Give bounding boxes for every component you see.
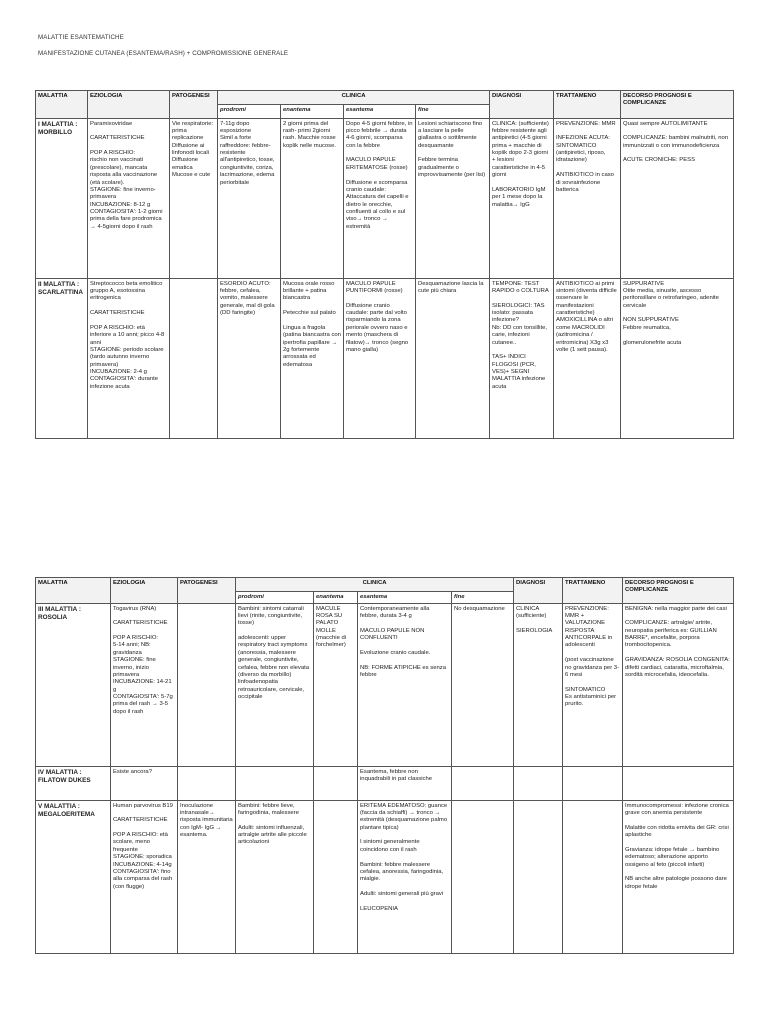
cell-text: Vie respiratorie: prima replicazione Diffusione ai linfonodi locali Diffusione ematica Mucose e cute (172, 120, 214, 179)
cell-patogenesi (178, 801, 236, 954)
cell-text: MACULE ROSA SU PALATO MOLLE (macchie di forchelmer) (316, 605, 347, 649)
cell-text: CLINICA: (sufficiente) febbre resistente agli antipiretici (4-5 giorni prima + macchie di koplik dopo 2-3 giorni + lesioni caratteristiche in 4-5 giorni LABORATORIO IgM per 1 mese dopo la malattia→ IgG (492, 120, 549, 208)
cell-text: PREVENZIONE: MMR + VALUTAZIONE RISPOSTA ANTICORPALE in adolescenti (post vaccinazione no gravidanza per 3-6 mesi SINTOMATICO Es antistaminici per prurito. (565, 605, 620, 708)
cell-text: III MALATTIA : ROSOLIA (38, 605, 81, 621)
cell-diagnosi (490, 119, 554, 279)
cell-enantema (314, 767, 358, 801)
header-patogenesi: PATOGENESI (178, 578, 236, 604)
cell-fine (452, 801, 514, 954)
subheader-fine: fine (452, 592, 514, 604)
header-patogenesi: PATOGENESI (170, 91, 218, 119)
header-decorso: DECORSO PROGNOSI E COMPLICANZE (621, 91, 734, 119)
cell-malattia (36, 119, 88, 279)
cell-text: Paramixoviridae CARATTERISTICHE POP A RISCHIO: rischio non vaccinati (prescolare), mancata risposta alla vaccinazione (età scolare). STAGIONE: fine inverno- primavera INCUBAZIONE: 8-12 g CONTAGIOSITA': 1-2 giorni prima della fare prodromica → 4-5giorni dopo il rash (90, 120, 163, 230)
cell-decorso (621, 119, 734, 279)
cell-text: PREVENZIONE: MMR INFEZIONE ACUTA: SINTOMATICO (antipiretici, riposo, idratazione) ANTIBIOTICO in caso di sovrainfezione batterica (556, 120, 616, 193)
cell-enantema (281, 119, 344, 279)
cell-trattamento (563, 767, 623, 801)
cell-prodromi (236, 604, 314, 767)
cell-prodromi (236, 801, 314, 954)
cell-trattamento (554, 279, 621, 439)
cell-text: MACULO PAPULE PUNTIFORMI (rosse) Diffusione cranio caudale: parte dal volto risparmiando la zona periorale ovvero naso e mento (maschera di filatow)→ tronco (segno mano gialla) (346, 280, 409, 353)
cell-malattia (36, 604, 111, 767)
cell-enantema (281, 279, 344, 439)
header-malattia: MALATTIA (36, 91, 88, 119)
table-row (36, 119, 734, 279)
header-diagnosi: DIAGNOSI (490, 91, 554, 119)
cell-fine (416, 279, 490, 439)
cell-enantema (314, 604, 358, 767)
cell-diagnosi (514, 604, 563, 767)
disease-table-2 (35, 577, 734, 954)
table-row (36, 801, 734, 954)
cell-text: I MALATTIA : MORBILLO (38, 120, 78, 136)
cell-trattamento (563, 604, 623, 767)
cell-text: II MALATTIA : SCARLATTINA (38, 280, 83, 296)
cell-diagnosi (514, 801, 563, 954)
header-malattia: MALATTIA (36, 578, 111, 604)
cell-malattia (36, 279, 88, 439)
header-eziologia: EZIOLOGIA (88, 91, 170, 119)
cell-esantema (358, 801, 452, 954)
cell-text: SUPPURATIVE Otite media, sinusite, ascesso peritonsillare o retrofaringeo, adenite cervicale NON SUPPURATIVE Febbre reumatica, glomerulonefrite acuta (623, 280, 719, 346)
cell-patogenesi (170, 279, 218, 439)
cell-text: Togavirus (RNA) CARATTERISTICHE POP A RISCHIO: 5-14 anni; NB: gravidanza STAGIONE: fine inverno, inizio primavera INCUBAZIONE: 14-21 g CONTAGIOSITA': 5-7g prima del rash → 3-5 dopo il rash (113, 605, 173, 715)
cell-text: Bambini: febbre lieve, faringodinia, malessere Adulti: sintomi influenzali, artralgie artrite alle piccole articolazioni (238, 802, 307, 846)
cell-text: V MALATTIA : MEGALOERITEMA (38, 802, 95, 818)
cell-prodromi (218, 119, 281, 279)
cell-text: Human parvovirus B19 CARATTERISTICHE POP A RISCHIO: età scolare, meno frequente STAGIONE: sporadica INCUBAZIONE: 4-14g CONTAGIOSITA': fino alla comparsa del rash (con flugge) (113, 802, 173, 890)
cell-decorso (623, 604, 734, 767)
cell-text: Bambini: sintomi catarrali lievi (rinite, congiuntivite, tosse) adolescenti: upper respiratory tract symptoms (anoressia, malessere generale, congiuntivite, cefalea, febbre non elevata (diverso da morbillo) linfoadenopatia retroauricolare, cervicale, occipitale (238, 605, 310, 700)
cell-text: Contemporaneamente alla febbre, durata 3-4 g MACULO PAPULE NON CONFLUENTI Evoluzione cranio caudale. NB: FORME ATIPICHE es senza febbre (360, 605, 446, 678)
header-diagnosi: DIAGNOSI (514, 578, 563, 604)
cell-text: Streptococco beta emolitico gruppo A, esotossina eritrogenica CARATTERISTICHE POP A RISCHIO: età inferiore a 10 anni; picco 4-8 anni STAGIONE: periodo scolare (tardo autunno inverno primavera) INCUBAZIONE: 2-4 g CONTAGIOSITA': durante infezione acuta (90, 280, 165, 390)
disease-table-1 (35, 90, 734, 439)
cell-text: 7-11g dopo esposizione Simil a forte raffreddore: febbre- resistente all'antipiretico, tosse, congiuntivite, coriza, lacrimazione, edema periorbitale (220, 120, 275, 186)
cell-eziologia (111, 801, 178, 954)
cell-text: CLINICA (sufficiente) SIEROLOGIA (516, 605, 553, 634)
cell-decorso (623, 801, 734, 954)
header-eziologia: EZIOLOGIA (111, 578, 178, 604)
table-row (36, 604, 734, 767)
cell-patogenesi (178, 604, 236, 767)
table-row (36, 279, 734, 439)
cell-prodromi (236, 767, 314, 801)
cell-eziologia (111, 604, 178, 767)
cell-prodromi (218, 279, 281, 439)
cell-text: Desquamazione lascia la cute più chiara (418, 280, 484, 294)
cell-fine (416, 119, 490, 279)
subheader-enantema: enantema (281, 105, 344, 119)
cell-text: Lesioni schiariscono fino a lasciare la pelle giallastra o sottilmente desquamante Febbre termina gradualmente o improvvisamente (per lisi) (418, 120, 486, 179)
cell-fine (452, 767, 514, 801)
subheader-fine: fine (416, 105, 490, 119)
cell-fine (452, 604, 514, 767)
cell-patogenesi (170, 119, 218, 279)
cell-text: BENIGNA: nella maggior parte dei casi COMPLICANZE: artralgie/ artrite, neuropatia periferica es: GUILLIAN BARRE*, encefalite, porpora trombocitopenica. GRAVIDANZA: ROSOLIA CONGENITA: difetti cardiaci, cataratta, microftalmia, sordità microcefalia, ideocefalia. (625, 605, 730, 678)
cell-trattamento (554, 119, 621, 279)
cell-text: Immunocompromessi: infezione cronica grave con anemia persistente Malattie con ridotta emivita dei GR: crisi aplastiche Gravianza: idrope fetale → bambino edematoso; alterazione apporto ossigeno al feto (piccoli infarti) NB anche altre patologie possono dare idrope fetale (625, 802, 729, 890)
cell-esantema (358, 604, 452, 767)
cell-diagnosi (490, 279, 554, 439)
table-row (36, 767, 734, 801)
cell-esantema (344, 119, 416, 279)
header-clinica: CLINICA (236, 578, 514, 592)
cell-text: ERITEMA EDEMATOSO: guance (faccia da schiaffi) → tronco → estremità (desquamazione palmo plantare tipica) I sintomi generalmente coincidono con il rash Bambini: febbre malessere cefalea, anoressia, faringodinia, mialgie. Adulti: sintomi generali più gravi LEUCOPENIA (360, 802, 448, 912)
cell-esantema (358, 767, 452, 801)
document-subtitle: MANIFESTAZIONE CUTANEA (ESANTEMA/RASH) + COMPROMISSIONE GENERALE (38, 50, 289, 57)
header-decorso: DECORSO PROGNOSI E COMPLICANZE (623, 578, 734, 604)
cell-text: Mucosa orale rosso brillante + patina biancastra Petecchie sul palato Lingua a fragola (patina biancastra con ipertrofia papillare → 2g fortemente arrossata ed edematosa (283, 280, 341, 368)
cell-text: 2 giorni prima del rash- primi 2giorni rash. Macchie rosse koplik nelle mucose. (283, 120, 337, 149)
cell-text: Esiste ancora? (113, 768, 152, 775)
cell-decorso (623, 767, 734, 801)
subheader-prodromi: prodromi (236, 592, 314, 604)
cell-text: Inoculazione intranasale→ risposta immunitaria con IgM- IgG → esantema. (180, 802, 233, 838)
document-title: MALATTIE ESANTEMATICHE (38, 34, 124, 41)
subheader-esantema: esantema (344, 105, 416, 119)
cell-text: Esantema, febbre non inquadrabili in pat classiche (360, 768, 433, 782)
cell-text: No desquamazione (454, 605, 505, 612)
subheader-esantema: esantema (358, 592, 452, 604)
subheader-enantema: enantema (314, 592, 358, 604)
cell-text: TEMPONE: TEST RAPIDO o COLTURA SIEROLOGICI: TAS isolato: passata infezione? Nb: DD con tonsillite, carie, infezioni cutanee.. TAS+ INDICI FLOGOSI (PCR, VES)+ SEGNI MALATTIA infezione acuta (492, 280, 549, 390)
cell-trattamento (563, 801, 623, 954)
cell-text: ESORDIO ACUTO: febbre, cefalea, vomito, malessere generale, mal di gola (DD faringite) (220, 280, 275, 316)
cell-text: Quasi sempre AUTOLIMITANTE COMPLICANZE: bambini malnutriti, non immunizzati o con immunodeficienza ACUTE CRONICHE: PESS (623, 120, 729, 164)
cell-patogenesi (178, 767, 236, 801)
cell-malattia (36, 801, 111, 954)
cell-diagnosi (514, 767, 563, 801)
cell-enantema (314, 801, 358, 954)
cell-malattia (36, 767, 111, 801)
cell-text: ANTIBIOTICO ai primi sintomi (diventa difficile osservare le manifestazioni caratteristiche) AMOXICILLINA o altri come MACROLIDI (azitromicina / eritromicina) X3g x3 volte (1 sett pausa). (556, 280, 617, 353)
cell-esantema (344, 279, 416, 439)
header-clinica: CLINICA (218, 91, 490, 105)
cell-text: IV MALATTIA : FILATOW DUKES (38, 768, 91, 784)
header-trattamento: TRATTAMENO (554, 91, 621, 119)
cell-eziologia (88, 279, 170, 439)
subheader-prodromi: prodromi (218, 105, 281, 119)
cell-text: Dopo 4-5 giorni febbre, in picco febbrile → durata 4-6 giorni, scomparsa con la febbre MACULO PAPULE ERITEMATOSE (rosse) Diffusione e scomparsa cranio caudale: Attaccatura dei capelli e dietro le orecchie, confluenti al collo e sul viso→ tronco → estremità (346, 120, 413, 230)
cell-decorso (621, 279, 734, 439)
header-trattamento: TRATTAMENO (563, 578, 623, 604)
cell-eziologia (88, 119, 170, 279)
cell-eziologia (111, 767, 178, 801)
